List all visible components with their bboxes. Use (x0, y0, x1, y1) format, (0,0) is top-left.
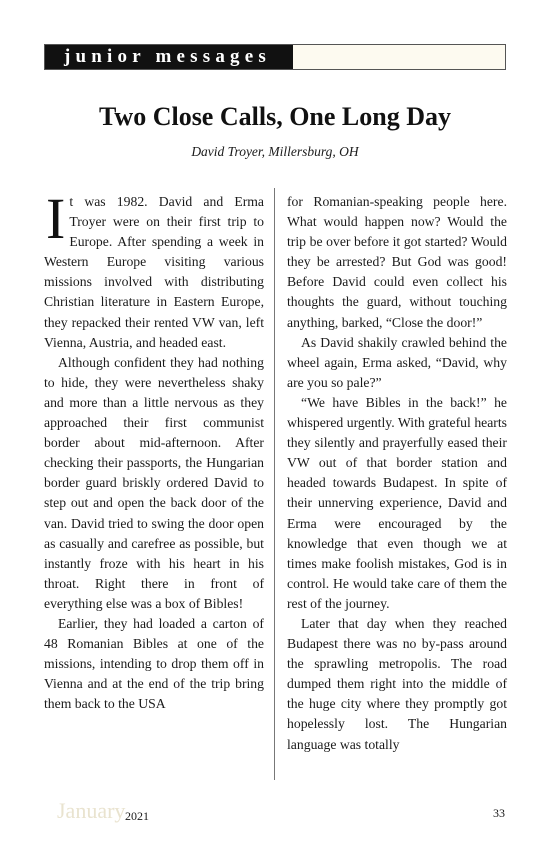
paragraph: “We have Bibles in the back!” he whispered urgently. With grateful hearts they silently and prayerfully eased their VW out of that border station and headed towards Budapest. In spite of their unnerving experience, David and Erma were encouraged by the knowledge that even though we at times make foolish mistakes, God is in control. He would take care of them the rest of the journey. (287, 394, 507, 611)
paragraph: Earlier, they had loaded a carton of 48 Romanian Bibles at one of the missions, intending to drop them off in Vienna and at the end of the trip bring them back to the USA (44, 615, 264, 712)
left-column (44, 186, 264, 782)
footer-year: 2021 (125, 809, 149, 823)
paragraph-text: t was 1982. David and Erma Troyer were on their first trip to Europe. After spending a week in Western Europe visiting various missions involved with distributing Christian literature in Eastern Europe, they repacked their rented VW van, left Vienna, Austria, and headed east. (44, 194, 264, 350)
paragraph: Although confident they had nothing to hide, they were nevertheless shaky and more than a little nervous as they approached their first communist border about mid-afternoon. After checking their passports, the Hungarian border guard briskly ordered David to step out and open the back door of the van. David tried to swing the door open as casually and carefree as possible, but instantly froze with his heart in his throat. Right there in front of everything else was a box of Bibles! (44, 354, 264, 611)
paragraph (44, 186, 264, 353)
column-divider (274, 188, 275, 780)
right-column (287, 192, 507, 782)
page-number: 33 (493, 806, 505, 820)
paragraph: As David shakily crawled behind the wheel again, Erma asked, “David, why are you so pale?” (287, 334, 507, 390)
footer-month: January (57, 798, 126, 823)
section-header-bar (44, 44, 506, 70)
paragraph: for Romanian-speaking people here. What would happen now? Would the trip be over before it got started? Would they be arrested? But God was good! Before David could even collect his thoughts the guard, without touching anything, barked, “Close the door!” (287, 194, 507, 330)
paragraph: Later that day when they reached Budapest there was no by-pass around the sprawling metropolis. The road dumped them right into the middle of the huge city where they promptly got hopelessly lost. The Hungarian language was totally (287, 615, 507, 752)
drop-cap: I (46, 186, 66, 251)
article-title: Two Close Calls, One Long Day (99, 102, 451, 131)
section-label: junior messages (45, 45, 293, 69)
article-byline: David Troyer, Millersburg, OH (191, 144, 359, 159)
